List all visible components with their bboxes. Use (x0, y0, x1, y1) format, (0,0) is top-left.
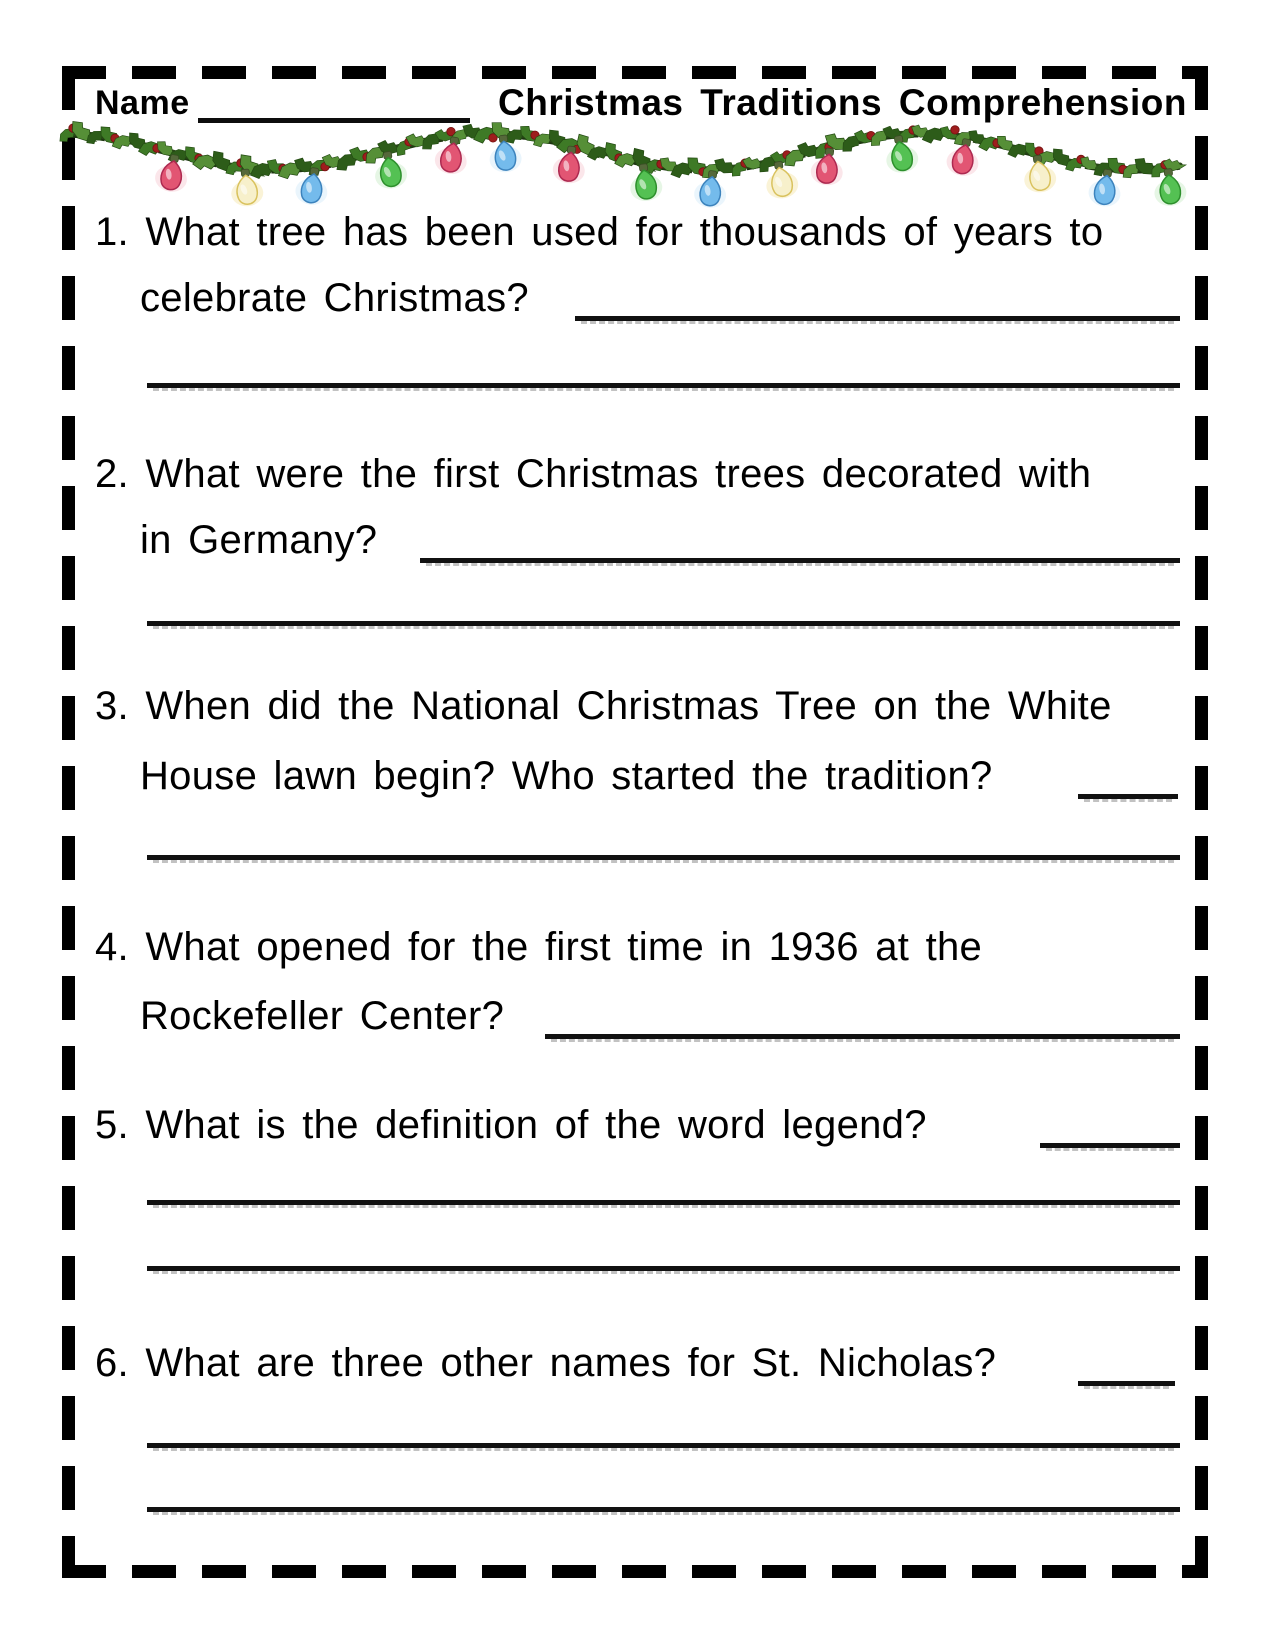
question-4-text-line-2: Rockefeller Center? (140, 994, 505, 1038)
question-2-text-line-2: in Germany? (140, 518, 378, 562)
question-5-answer-line-2[interactable] (147, 1200, 1180, 1205)
question-3-text-line-1: 3. When did the National Christmas Tree on the White (95, 684, 1112, 728)
question-6-answer-line-3[interactable] (147, 1507, 1180, 1512)
question-5-answer-line-3[interactable] (147, 1266, 1180, 1271)
dashed-border-top (62, 66, 1208, 79)
question-5-text-line-1: 5. What is the definition of the word legend? (95, 1103, 927, 1147)
question-6-answer-line-1[interactable] (1078, 1381, 1175, 1386)
dashed-border-bottom (62, 1565, 1208, 1578)
question-2-answer-line-1[interactable] (420, 558, 1180, 563)
question-3-answer-line-1[interactable] (1078, 794, 1178, 799)
question-6-answer-line-2[interactable] (147, 1443, 1180, 1448)
dashed-border-right (1195, 66, 1208, 1578)
holly-lights-garland-decoration (60, 115, 1210, 210)
question-1-text-line-1: 1. What tree has been used for thousands of years to (95, 210, 1104, 254)
question-5-answer-line-1[interactable] (1040, 1143, 1180, 1148)
question-2-text-line-1: 2. What were the first Christmas trees decorated with (95, 452, 1092, 496)
page-title: Christmas Traditions Comprehension (498, 82, 1187, 123)
question-2-answer-line-2[interactable] (147, 621, 1180, 626)
question-3-text-line-2: House lawn begin? Who started the tradition? (140, 754, 993, 798)
question-6-text-line-1: 6. What are three other names for St. Nicholas? (95, 1341, 997, 1385)
question-4-answer-line-1[interactable] (545, 1034, 1180, 1039)
dashed-border-left (62, 66, 75, 1578)
question-1-text-line-2: celebrate Christmas? (140, 276, 529, 320)
name-label: Name (95, 84, 190, 122)
question-3-answer-line-2[interactable] (147, 855, 1180, 860)
question-1-answer-line-1[interactable] (575, 316, 1180, 321)
question-4-text-line-1: 4. What opened for the first time in 1936 at the (95, 925, 983, 969)
question-1-answer-line-2[interactable] (147, 383, 1180, 388)
